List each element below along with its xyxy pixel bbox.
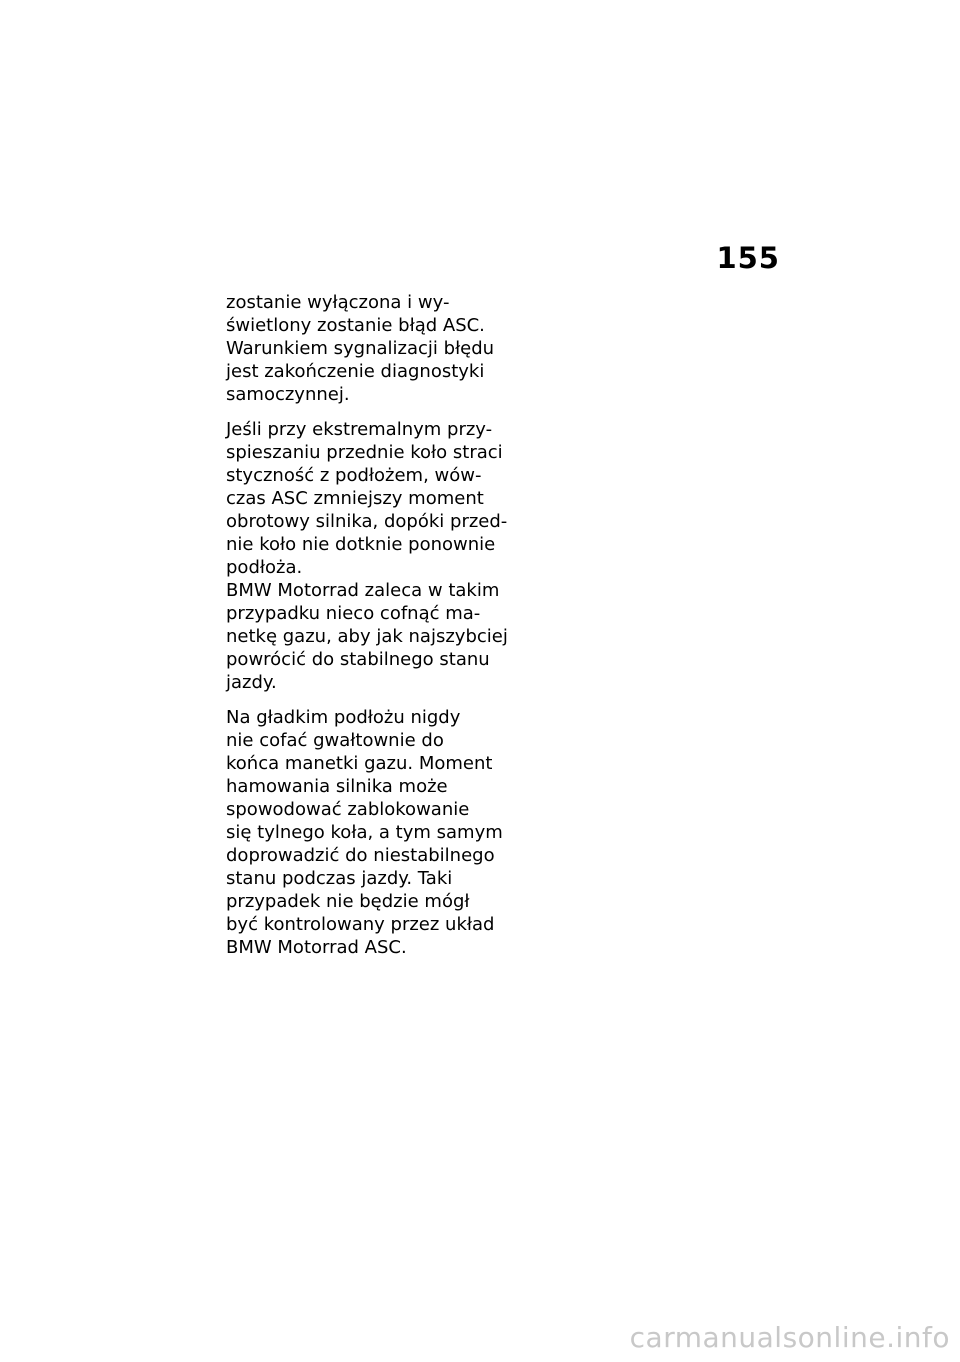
text-line: podłoża. (226, 557, 303, 578)
text-line: samoczynnej. (226, 384, 350, 405)
text-line: jest zakończenie diagnostyki (226, 361, 485, 382)
body-text (226, 291, 516, 959)
text-line: spowodować zablokowanie (226, 799, 470, 820)
text-line: BMW Motorrad ASC. (226, 937, 407, 958)
text-line: świetlony zostanie błąd ASC. (226, 315, 485, 336)
text-line: się tylnego koła, a tym samym (226, 822, 503, 843)
paragraph-asc-error (226, 291, 516, 406)
text-line: BMW Motorrad zaleca w takim (226, 580, 500, 601)
text-line: zostanie wyłączona i wy- (226, 292, 450, 313)
text-line: jazdy. (226, 672, 277, 693)
paragraph-recommendation (226, 579, 516, 694)
text-line: końca manetki gazu. Moment (226, 753, 493, 774)
watermark: carmanualsonline.info (629, 1321, 950, 1354)
text-line: Jeśli przy ekstremalnym przy- (226, 419, 493, 440)
text-line: być kontrolowany przez układ (226, 914, 495, 935)
text-line: nie cofać gwałtownie do (226, 730, 444, 751)
text-line: netkę gazu, aby jak najszybciej (226, 626, 508, 647)
text-line: czas ASC zmniejszy moment (226, 488, 484, 509)
text-line: przypadek nie będzie mógł (226, 891, 470, 912)
text-line: nie koło nie dotknie ponownie (226, 534, 496, 555)
text-line: powrócić do stabilnego stanu (226, 649, 490, 670)
text-line: spieszaniu przednie koło straci (226, 442, 503, 463)
text-line: hamowania silnika może (226, 776, 448, 797)
page-number: 155 (716, 241, 780, 275)
text-line: doprowadzić do niestabilnego (226, 845, 495, 866)
text-line: Na gładkim podłożu nigdy (226, 707, 461, 728)
paragraph-warning (226, 706, 516, 959)
text-line: styczność z podłożem, wów- (226, 465, 482, 486)
text-line: przypadku nieco cofnąć ma- (226, 603, 481, 624)
paragraph-acceleration (226, 418, 516, 579)
text-line: obrotowy silnika, dopóki przed- (226, 511, 508, 532)
text-line: Warunkiem sygnalizacji błędu (226, 338, 495, 359)
text-line: stanu podczas jazdy. Taki (226, 868, 453, 889)
